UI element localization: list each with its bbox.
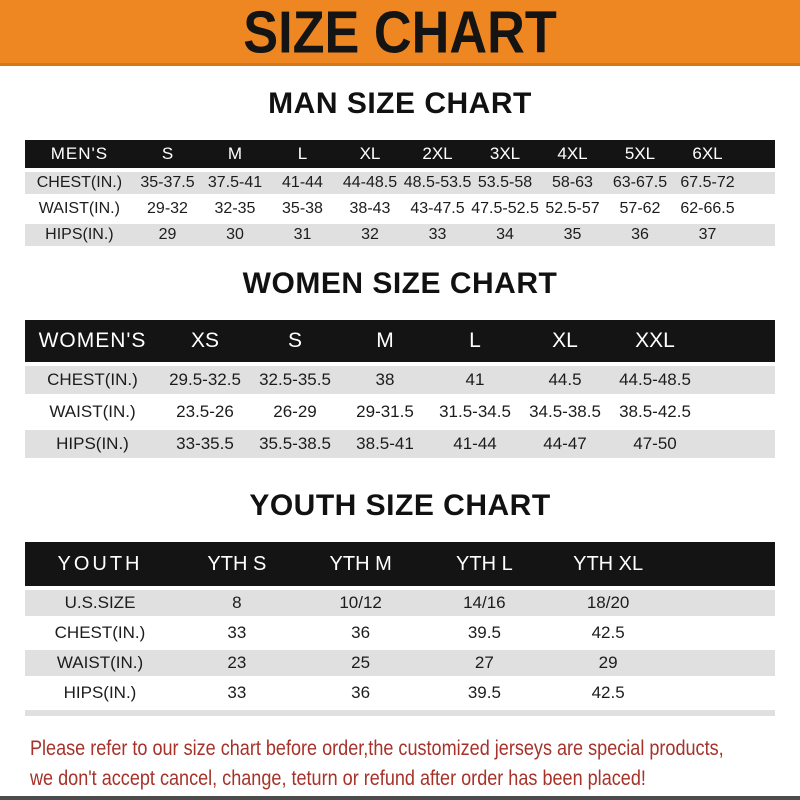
size-cell: 53.5-58 <box>471 172 539 194</box>
size-cell: 47.5-52.5 <box>471 198 539 220</box>
size-cell: 31 <box>269 224 337 246</box>
row-spacer <box>670 680 775 706</box>
size-cell: 39.5 <box>423 680 547 706</box>
section-heading-youth: YOUTH SIZE CHART <box>249 489 551 522</box>
row-spacer <box>670 620 775 646</box>
row-label: U.S.SIZE <box>25 590 175 616</box>
table-header-row <box>25 542 775 586</box>
column-header: S <box>134 140 202 168</box>
table-row <box>25 650 775 676</box>
size-cell: 38.5-42.5 <box>610 398 700 426</box>
row-spacer <box>700 366 775 394</box>
row-spacer <box>670 590 775 616</box>
table-row <box>25 398 775 426</box>
row-label: WAIST(IN.) <box>25 650 175 676</box>
size-cell: 23 <box>175 650 299 676</box>
size-cell: 44-48.5 <box>336 172 404 194</box>
table-row <box>25 590 775 616</box>
column-header: XL <box>336 140 404 168</box>
size-cell: 33 <box>404 224 472 246</box>
column-header: YTH XL <box>546 542 670 586</box>
size-cell: 8 <box>175 590 299 616</box>
column-header: YTH L <box>423 542 547 586</box>
table-corner-label: MEN'S <box>25 140 134 168</box>
size-cell: 33-35.5 <box>160 430 250 458</box>
row-label: CHEST(IN.) <box>25 172 134 194</box>
column-header: S <box>250 320 340 362</box>
size-cell: 25 <box>299 650 423 676</box>
size-cell: 35 <box>539 224 607 246</box>
table-corner-label: YOUTH <box>25 542 175 586</box>
table-row <box>25 620 775 646</box>
column-header: YTH M <box>299 542 423 586</box>
size-cell: 57-62 <box>606 198 674 220</box>
footer-note <box>30 734 800 794</box>
size-cell: 33 <box>175 620 299 646</box>
men-size-table <box>25 136 775 250</box>
column-header: 3XL <box>471 140 539 168</box>
size-cell: 44-47 <box>520 430 610 458</box>
size-cell: 29-32 <box>134 198 202 220</box>
size-cell: 18/20 <box>546 590 670 616</box>
size-cell: 29-31.5 <box>340 398 430 426</box>
size-cell: 58-63 <box>539 172 607 194</box>
table-row <box>25 198 775 220</box>
size-cell: 35-38 <box>269 198 337 220</box>
size-cell: 38.5-41 <box>340 430 430 458</box>
size-cell: 35.5-38.5 <box>250 430 340 458</box>
size-cell: 32-35 <box>201 198 269 220</box>
size-cell: 23.5-26 <box>160 398 250 426</box>
size-cell: 36 <box>299 680 423 706</box>
table-corner-label: WOMEN'S <box>25 320 160 362</box>
size-cell: 67.5-72 <box>674 172 742 194</box>
column-header: L <box>430 320 520 362</box>
table-header-row <box>25 320 775 362</box>
header-spacer <box>741 140 775 168</box>
table-row <box>25 172 775 194</box>
size-cell: 38 <box>340 366 430 394</box>
size-cell: 44.5 <box>520 366 610 394</box>
banner <box>0 0 800 66</box>
section-men <box>0 86 800 250</box>
row-spacer <box>700 430 775 458</box>
column-header: 5XL <box>606 140 674 168</box>
row-label: CHEST(IN.) <box>25 366 160 394</box>
row-spacer <box>670 650 775 676</box>
size-cell: 44.5-48.5 <box>610 366 700 394</box>
size-cell: 43-47.5 <box>404 198 472 220</box>
size-cell: 30 <box>201 224 269 246</box>
size-cell: 27 <box>423 650 547 676</box>
size-cell: 29 <box>546 650 670 676</box>
row-label: CHEST(IN.) <box>25 620 175 646</box>
size-cell: 33 <box>175 680 299 706</box>
size-cell: 41-44 <box>430 430 520 458</box>
section-youth <box>0 488 800 716</box>
page-title: SIZE CHART <box>243 0 557 65</box>
size-cell: 42.5 <box>546 620 670 646</box>
size-cell: 36 <box>299 620 423 646</box>
size-cell: 34.5-38.5 <box>520 398 610 426</box>
size-cell: 48.5-53.5 <box>404 172 472 194</box>
section-heading-women: WOMEN SIZE CHART <box>242 267 558 300</box>
size-cell: 47-50 <box>610 430 700 458</box>
header-spacer <box>700 320 775 362</box>
size-cell: 52.5-57 <box>539 198 607 220</box>
size-cell: 10/12 <box>299 590 423 616</box>
row-spacer <box>741 224 775 246</box>
column-header: XXL <box>610 320 700 362</box>
size-cell: 35-37.5 <box>134 172 202 194</box>
header-spacer <box>670 542 775 586</box>
women-size-table <box>25 316 775 462</box>
size-cell: 29 <box>134 224 202 246</box>
row-label: HIPS(IN.) <box>25 680 175 706</box>
size-cell: 26-29 <box>250 398 340 426</box>
row-spacer <box>741 172 775 194</box>
size-cell: 63-67.5 <box>606 172 674 194</box>
column-header: L <box>269 140 337 168</box>
row-label: HIPS(IN.) <box>25 430 160 458</box>
bottom-edge-line <box>0 796 800 800</box>
size-cell: 31.5-34.5 <box>430 398 520 426</box>
column-header: M <box>340 320 430 362</box>
row-spacer <box>700 398 775 426</box>
size-cell: 37.5-41 <box>201 172 269 194</box>
size-cell: 41-44 <box>269 172 337 194</box>
column-header: M <box>201 140 269 168</box>
size-cell: 42.5 <box>546 680 670 706</box>
footer-line-2: we don't accept cancel, change, teturn or refund after order has been placed! <box>30 767 646 790</box>
size-cell: 39.5 <box>423 620 547 646</box>
size-cell: 14/16 <box>423 590 547 616</box>
section-women <box>0 266 800 462</box>
row-label: HIPS(IN.) <box>25 224 134 246</box>
size-cell: 32.5-35.5 <box>250 366 340 394</box>
row-label: WAIST(IN.) <box>25 198 134 220</box>
table-row <box>25 224 775 246</box>
footer-line-1: Please refer to our size chart before order,the customized jerseys are special products, <box>30 737 724 760</box>
section-heading-men: MAN SIZE CHART <box>268 87 532 120</box>
size-cell: 38-43 <box>336 198 404 220</box>
column-header: YTH S <box>175 542 299 586</box>
column-header: 6XL <box>674 140 742 168</box>
youth-table-bottom-stripe <box>25 710 775 716</box>
size-cell: 36 <box>606 224 674 246</box>
column-header: 4XL <box>539 140 607 168</box>
size-cell: 62-66.5 <box>674 198 742 220</box>
table-row <box>25 430 775 458</box>
table-row <box>25 366 775 394</box>
column-header: XS <box>160 320 250 362</box>
column-header: XL <box>520 320 610 362</box>
size-cell: 41 <box>430 366 520 394</box>
row-spacer <box>741 198 775 220</box>
size-cell: 29.5-32.5 <box>160 366 250 394</box>
size-cell: 37 <box>674 224 742 246</box>
table-header-row <box>25 140 775 168</box>
column-header: 2XL <box>404 140 472 168</box>
youth-size-table <box>25 538 775 710</box>
row-label: WAIST(IN.) <box>25 398 160 426</box>
table-row <box>25 680 775 706</box>
size-cell: 32 <box>336 224 404 246</box>
size-cell: 34 <box>471 224 539 246</box>
